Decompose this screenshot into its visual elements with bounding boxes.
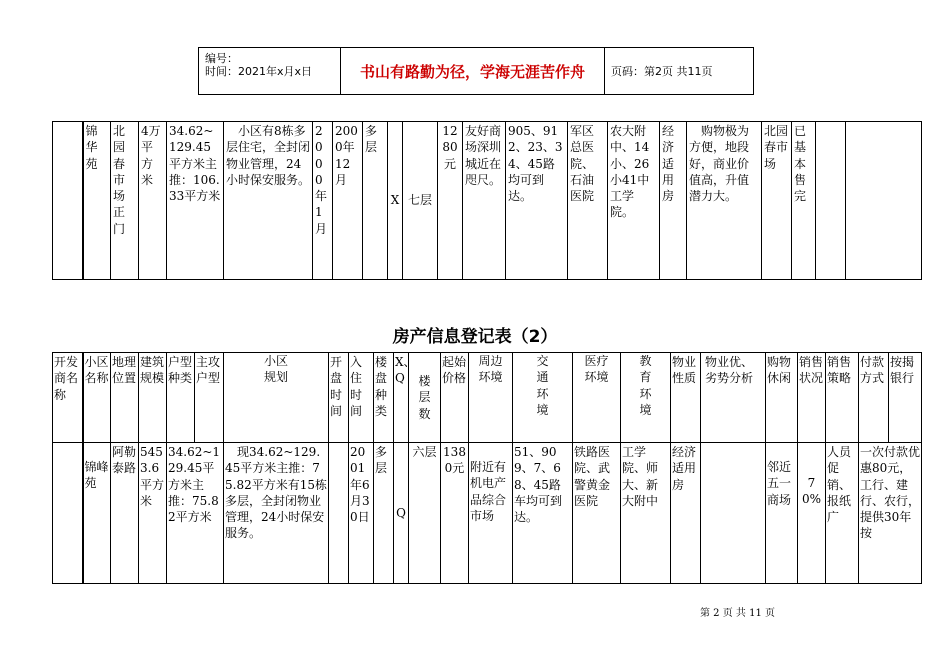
header-transport: 交通环境 (513, 353, 573, 443)
cell-move-in-date: 2000年12月 (333, 122, 363, 280)
cell-property-nature: 经济适用房 (660, 122, 687, 280)
cell-education: 农大附中、14小、26小41中工学院。 (608, 122, 660, 280)
property-table-1 (52, 121, 922, 280)
cell-floors: 六层 (409, 443, 441, 584)
header-sales-strategy: 销售策略 (826, 353, 859, 443)
header-surroundings: 周边环境 (469, 353, 513, 443)
cell-surroundings: 附近有机电产品综合市场 (469, 443, 513, 584)
cell-xq: Q (394, 443, 409, 584)
cell-building-scale: 4万平方米 (139, 122, 167, 280)
cell-medical: 军区总医院、石油医院 (568, 122, 608, 280)
cell-shopping: 邻近五一商场 (766, 443, 798, 584)
table-row (53, 122, 922, 280)
header-start-price: 起始价格 (441, 353, 469, 443)
cell-building-type: 多层 (374, 443, 394, 584)
cell-open-date: 2000年1月 (313, 122, 333, 280)
cell-unit-types: 34.62~129.45平方米主推：75.82平方米 (167, 443, 224, 584)
cell-sales-status: 已基本售完 (792, 122, 816, 280)
section-title: 房产信息登记表（2） (392, 327, 558, 347)
cell-move-in-date: 2001年6月30日 (349, 443, 374, 584)
cell-community-name: 锦华苑 (83, 122, 111, 280)
header-mortgage-bank: 按揭银行 (889, 353, 922, 443)
cell-sales-strategy (816, 122, 846, 280)
cell-property-nature: 经济适用房 (671, 443, 701, 584)
cell-start-price: 1280元 (438, 122, 463, 280)
header-payment: 付款方式 (859, 353, 889, 443)
cell-advantages: 购物极为方便，地段好，商业价值高，升值潜力大。 (687, 122, 762, 280)
cell-transport: 905、912、23、34、45路均可到达。 (506, 122, 568, 280)
header-xq: X、Q (394, 353, 409, 443)
cell-education: 工学院、师大、新大附中 (621, 443, 671, 584)
document-time-label: 时间：2021年x月x日 (205, 65, 313, 78)
cell-start-price: 1380元 (441, 443, 469, 584)
header-building-scale: 建筑规模 (139, 353, 167, 443)
cell-developer (53, 122, 83, 280)
cell-medical: 铁路医院、武警黄金医院 (573, 443, 621, 584)
header-community-name: 小区名称 (83, 353, 111, 443)
cell-community-plan: 现34.62~129.45平方米主推：75.82平方米有15栋多层，全封闭物业管理，24小时保安服务。 (224, 443, 329, 584)
cell-transport: 51、909、7、68、45路车均可到达。 (513, 443, 573, 584)
cell-xq: X (388, 122, 403, 280)
cell-location: 北园春市场正门 (111, 122, 139, 280)
cell-shopping: 北园春市场 (762, 122, 792, 280)
cell-location: 阿勒泰路 (111, 443, 139, 584)
header-page-label: 页码：第2页 共11页 (611, 65, 713, 78)
cell-sales-strategy: 人员促销、报纸广 (826, 443, 859, 584)
cell-building-scale: 5453.6平方米 (139, 443, 167, 584)
header-shopping: 购物休闲 (766, 353, 798, 443)
header-main-unit: 主攻户型 (195, 353, 224, 443)
header-move-in-date: 入住时间 (349, 353, 374, 443)
cell-payment: 一次付款优惠80元，工行、建行、农行，提供30年按 (859, 443, 922, 584)
cell-sales-status: 70% (798, 443, 826, 584)
cell-surroundings: 友好商场深圳城近在咫尺。 (463, 122, 506, 280)
document-number-label: 编号： (205, 52, 238, 65)
header-meta (199, 48, 341, 94)
cell-payment (846, 122, 922, 280)
cell-floors: 七层 (403, 122, 438, 280)
cell-open-date (329, 443, 349, 584)
header-unit-types: 户型种类 (167, 353, 195, 443)
property-table-2 (52, 352, 922, 584)
cell-unit-types: 34.62~129.45平方米主推：106.33平方米 (167, 122, 224, 280)
header-advantages: 物业优、劣势分析 (701, 353, 766, 443)
table-header-row (53, 353, 922, 443)
header-open-date: 开盘时间 (329, 353, 349, 443)
header-property-nature: 物业性质 (671, 353, 701, 443)
cell-developer (53, 443, 83, 584)
header-floors: 楼层数 (409, 353, 441, 443)
cell-building-type: 多层 (363, 122, 388, 280)
header-developer: 开发商名称 (53, 353, 83, 443)
cell-community-name: 锦峰苑 (83, 443, 111, 584)
header-location: 地理位置 (111, 353, 139, 443)
header-medical: 医疗环境 (573, 353, 621, 443)
header-building-type: 楼盘种类 (374, 353, 394, 443)
header-slogan: 书山有路勤为径，学海无涯苦作舟 (341, 48, 605, 94)
cell-community-plan: 小区有8栋多层住宅，全封闭物业管理，24小时保安服务。 (224, 122, 313, 280)
header-sales-status: 销售状况 (798, 353, 826, 443)
page-header (198, 47, 754, 95)
table-row (53, 443, 922, 584)
page-footer: 第 2 页 共 11 页 (700, 608, 775, 619)
header-education: 教育环境 (621, 353, 671, 443)
cell-advantages (701, 443, 766, 584)
header-community-plan: 小区规划 (224, 353, 329, 443)
